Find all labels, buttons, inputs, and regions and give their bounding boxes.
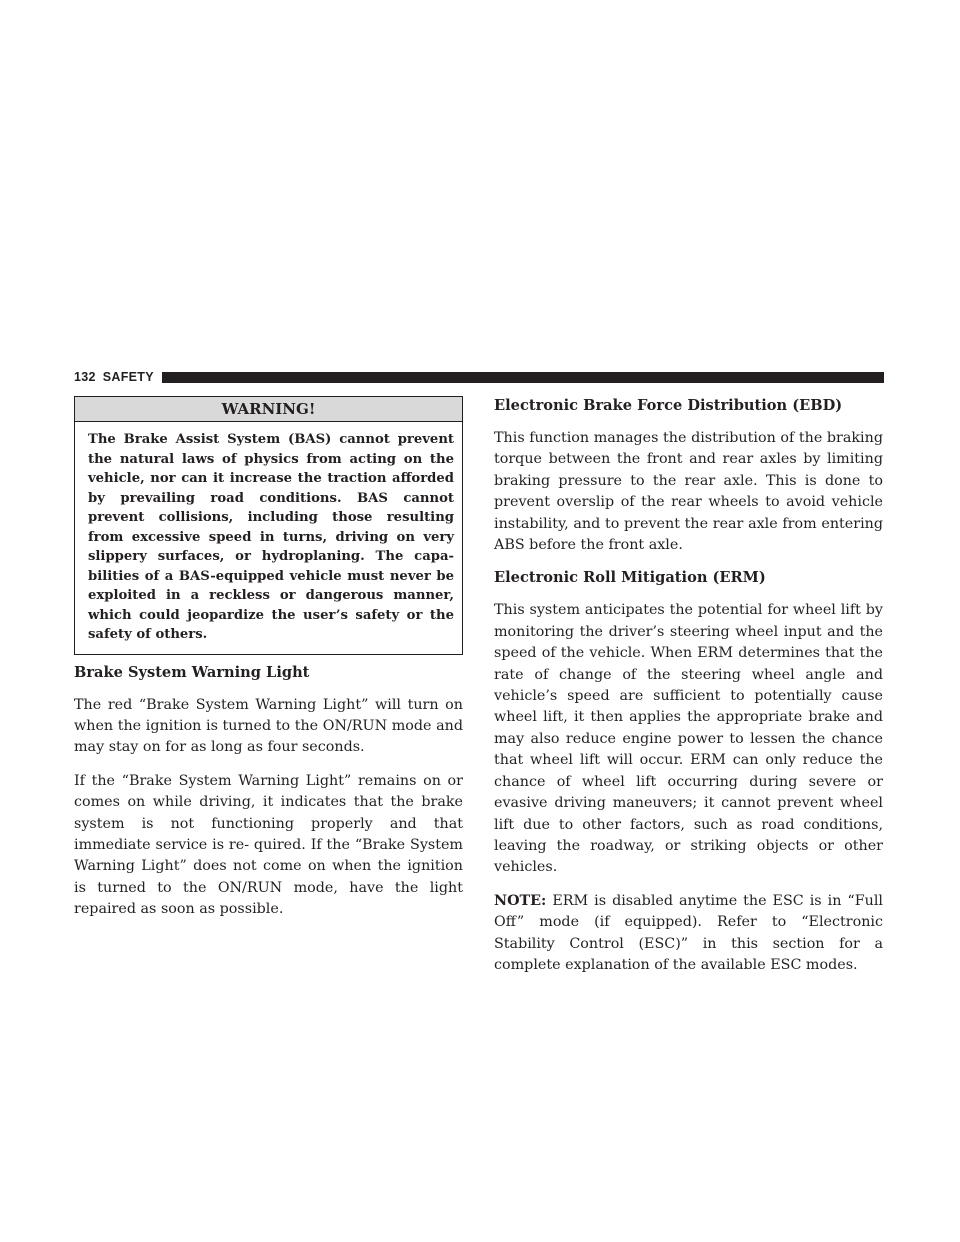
brake-light-paragraph-1: The red “Brake System Warning Light” will turn on when the ignition is turned to the ON/RUN mode and may stay on for as long as four seconds. bbox=[74, 696, 463, 756]
brake-light-heading: Brake System Warning Light bbox=[74, 663, 310, 681]
ebd-heading: Electronic Brake Force Distribution (EBD) bbox=[494, 397, 843, 414]
erm-note bbox=[494, 891, 883, 977]
note-label: NOTE: bbox=[494, 892, 547, 909]
note-text: ERM is disabled anytime the ESC is in “Full Off” mode (if equipped). Refer to “Electronic Stability Control (ESC)” in this section for a complete explanation of the available ESC modes. bbox=[494, 892, 883, 973]
warning-box bbox=[74, 396, 463, 655]
section-title: SAFETY bbox=[102, 370, 154, 384]
warning-text: The Brake Assist System (BAS) cannot prevent the natural laws of physics from acting on the vehicle, nor can it increase the traction afforded by prevailing road conditions. BAS cannot prevent collisions, including those resulting from excessive speed in turns, driving on very slippery surfaces, or hydroplaning. The capa- bilities of a BAS-equipped vehicle must never be exploited in a reckless or dangerous manner, which could jeopardize the user’s safety or the safety of others. bbox=[88, 432, 454, 642]
header-rule bbox=[162, 372, 884, 383]
ebd-paragraph: This function manages the distribution of the braking torque between the front and rear axles by limiting braking pressure to the rear axle. This is done to prevent overslip of the rear wheels to avoid vehicle instability, and to prevent the rear axle from entering ABS before the front axle. bbox=[494, 430, 883, 554]
page-number: 132 bbox=[74, 370, 96, 384]
warning-title: WARNING! bbox=[75, 397, 462, 422]
left-column bbox=[74, 396, 463, 921]
erm-heading: Electronic Roll Mitigation (ERM) bbox=[494, 569, 766, 587]
page-header bbox=[74, 370, 884, 384]
erm-paragraph: This system anticipates the potential for wheel lift by monitoring the driver’s steering wheel input and the speed of the vehicle. When ERM determines that the rate of change of the steering wheel angle and vehicle’s speed are sufficient to potentially cause wheel lift, it then applies the appropriate brake and may also reduce engine power to lessen the chance that wheel lift will occur. ERM can only reduce the chance of wheel lift occurring during severe or evasive driving maneuvers; it cannot prevent wheel lift due to other factors, such as road conditions, leaving the roadway, or striking objects or other vehicles. bbox=[494, 602, 883, 876]
brake-light-paragraph-2: If the “Brake System Warning Light” remains on or comes on while driving, it indicates that the brake system is not functioning properly and that immediate service is re- quired. If the “Brake System Warning Light” does not come on when the ignition is turned to the ON/RUN mode, have the light repaired as soon as possible. bbox=[74, 772, 463, 918]
right-column bbox=[494, 396, 883, 976]
